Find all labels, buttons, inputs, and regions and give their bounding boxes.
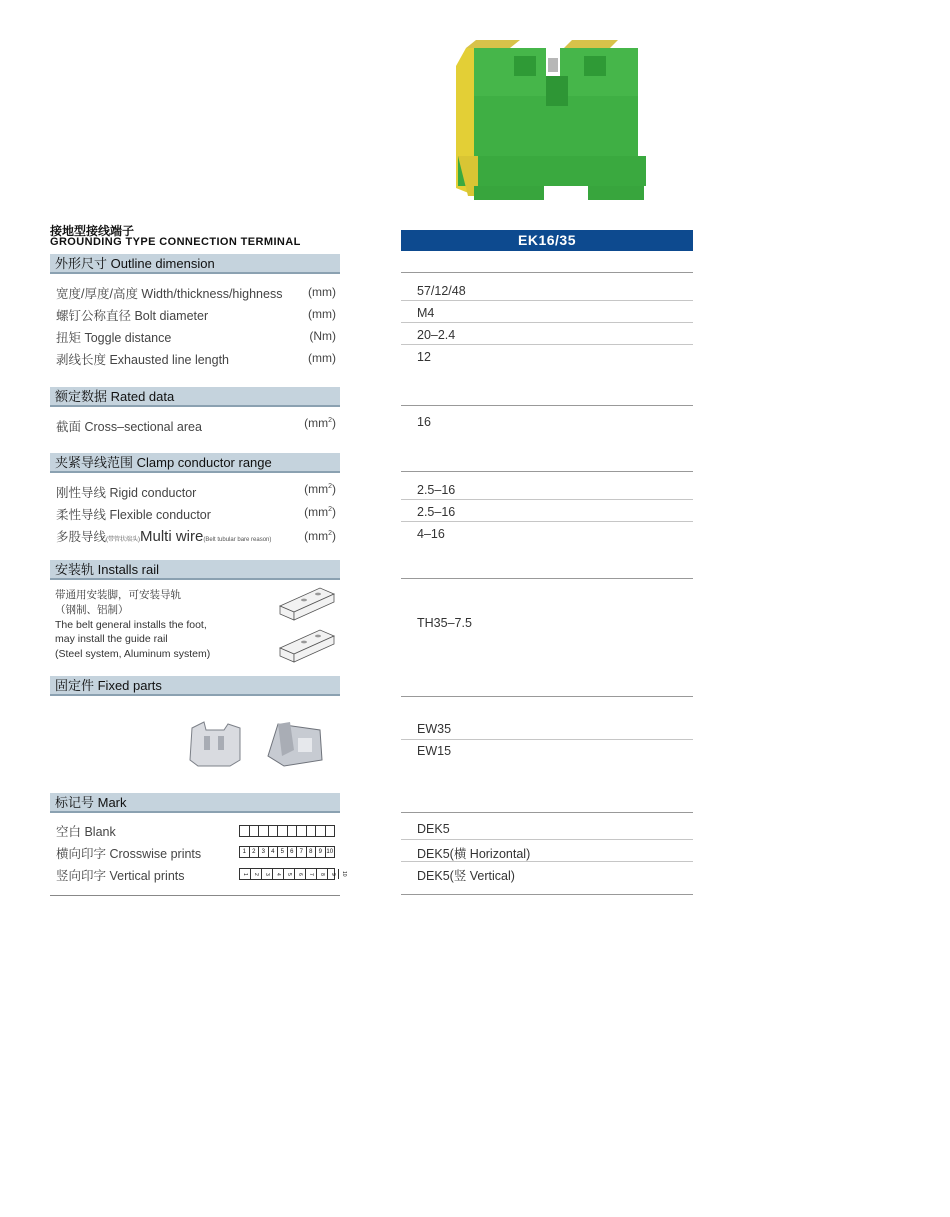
divider — [401, 812, 693, 813]
row-label-bolt: 螺钉公称直径 Bolt diameter — [56, 309, 209, 323]
row-unit-size: (mm) — [308, 285, 336, 299]
heading-chinese: 接地型接线端子 — [50, 224, 135, 238]
section-clamp-range: 夹紧导线范围 Clamp conductor range — [50, 453, 340, 473]
end-bracket-image-2 — [264, 720, 326, 768]
table-bottom-right — [401, 894, 693, 895]
row-label-torque: 扭矩 Toggle distance — [56, 331, 172, 345]
model-header: EK16/35 — [401, 230, 693, 251]
section-rated-data: 额定数据 Rated data — [50, 387, 340, 407]
row-unit-rigid: $(mm^2)$ — [304, 482, 336, 496]
divider — [401, 739, 693, 740]
terminal-block-image — [448, 36, 648, 204]
row-label-multi-wire: 多股导线(带管状端头)Multi wire(Belt tubular bare reason) — [56, 528, 272, 545]
row-unit-multi-wire: $(mm^2)$ — [304, 529, 336, 543]
divider — [401, 272, 693, 273]
row-unit-flexible: $(mm^2)$ — [304, 505, 336, 519]
row-label-size: 宽度/厚度/高度 Width/thickness/highness — [56, 287, 283, 301]
divider — [401, 861, 693, 862]
install-description: 带通用安装脚，可安装导轨 （钢制、铝制） The belt general installs the foot, may install the guide rail (Steel system, Aluminum system) — [55, 589, 211, 661]
row-label-vertical: 竖向印字 Vertical prints — [56, 869, 185, 883]
value-rail: TH35–7.5 — [417, 616, 472, 630]
divider — [401, 322, 693, 323]
row-label-flexible: 柔性导线 Flexible conductor — [56, 508, 211, 522]
row-unit-strip: (mm) — [308, 351, 336, 365]
section-installs-rail: 安装轨 Installs rail — [50, 560, 340, 580]
value-strip: 12 — [417, 350, 431, 364]
divider — [401, 344, 693, 345]
value-size: 57/12/48 — [417, 284, 466, 298]
value-mark-vertical: DEK5(竖 Vertical) — [417, 869, 515, 883]
divider — [401, 521, 693, 522]
din-rail-image — [276, 584, 338, 664]
row-unit-cross-section: $(mm^2)$ — [304, 416, 336, 430]
row-label-strip: 剥线长度 Exhausted line length — [56, 353, 230, 367]
value-cross-section: 16 — [417, 415, 431, 429]
vertical-marker-strip: 1 2 3 4 5 6 7 8 9 10 — [239, 868, 335, 880]
row-label-cross-section: 截面 Cross–sectional area — [56, 420, 202, 434]
row-label-rigid: 刚性导线 Rigid conductor — [56, 486, 197, 500]
value-flexible: 2.5–16 — [417, 505, 456, 519]
divider — [401, 405, 693, 406]
divider — [401, 300, 693, 301]
divider — [401, 696, 693, 697]
value-mark-blank: DEK5 — [417, 822, 450, 836]
row-label-blank: 空白 Blank — [56, 825, 116, 839]
row-unit-torque: (Nm) — [309, 329, 336, 343]
value-multi-wire: 4–16 — [417, 527, 445, 541]
row-unit-bolt: (mm) — [308, 307, 336, 321]
value-torque: 20–2.4 — [417, 328, 456, 342]
divider — [401, 471, 693, 472]
section-fixed-parts: 固定件 Fixed parts — [50, 676, 340, 696]
heading-english: GROUNDING TYPE CONNECTION TERMINAL — [50, 236, 301, 248]
value-bolt: M4 — [417, 306, 435, 320]
table-bottom-left — [50, 895, 340, 896]
crosswise-marker-strip: 1 2 3 4 5 6 7 8 9 10 — [239, 846, 335, 858]
value-rigid: 2.5–16 — [417, 483, 456, 497]
divider — [401, 499, 693, 500]
section-outline-dimension: 外形尺寸 Outline dimension — [50, 254, 340, 274]
blank-marker-strip — [239, 825, 335, 837]
row-label-crosswise: 横向印字 Crosswise prints — [56, 847, 202, 861]
value-fixed-ew35: EW35 — [417, 722, 452, 736]
end-bracket-image-1 — [184, 720, 246, 768]
divider — [401, 839, 693, 840]
section-mark: 标记号 Mark — [50, 793, 340, 813]
divider — [401, 578, 693, 579]
value-fixed-ew15: EW15 — [417, 744, 452, 758]
value-mark-crosswise: DEK5(横 Horizontal) — [417, 847, 531, 861]
